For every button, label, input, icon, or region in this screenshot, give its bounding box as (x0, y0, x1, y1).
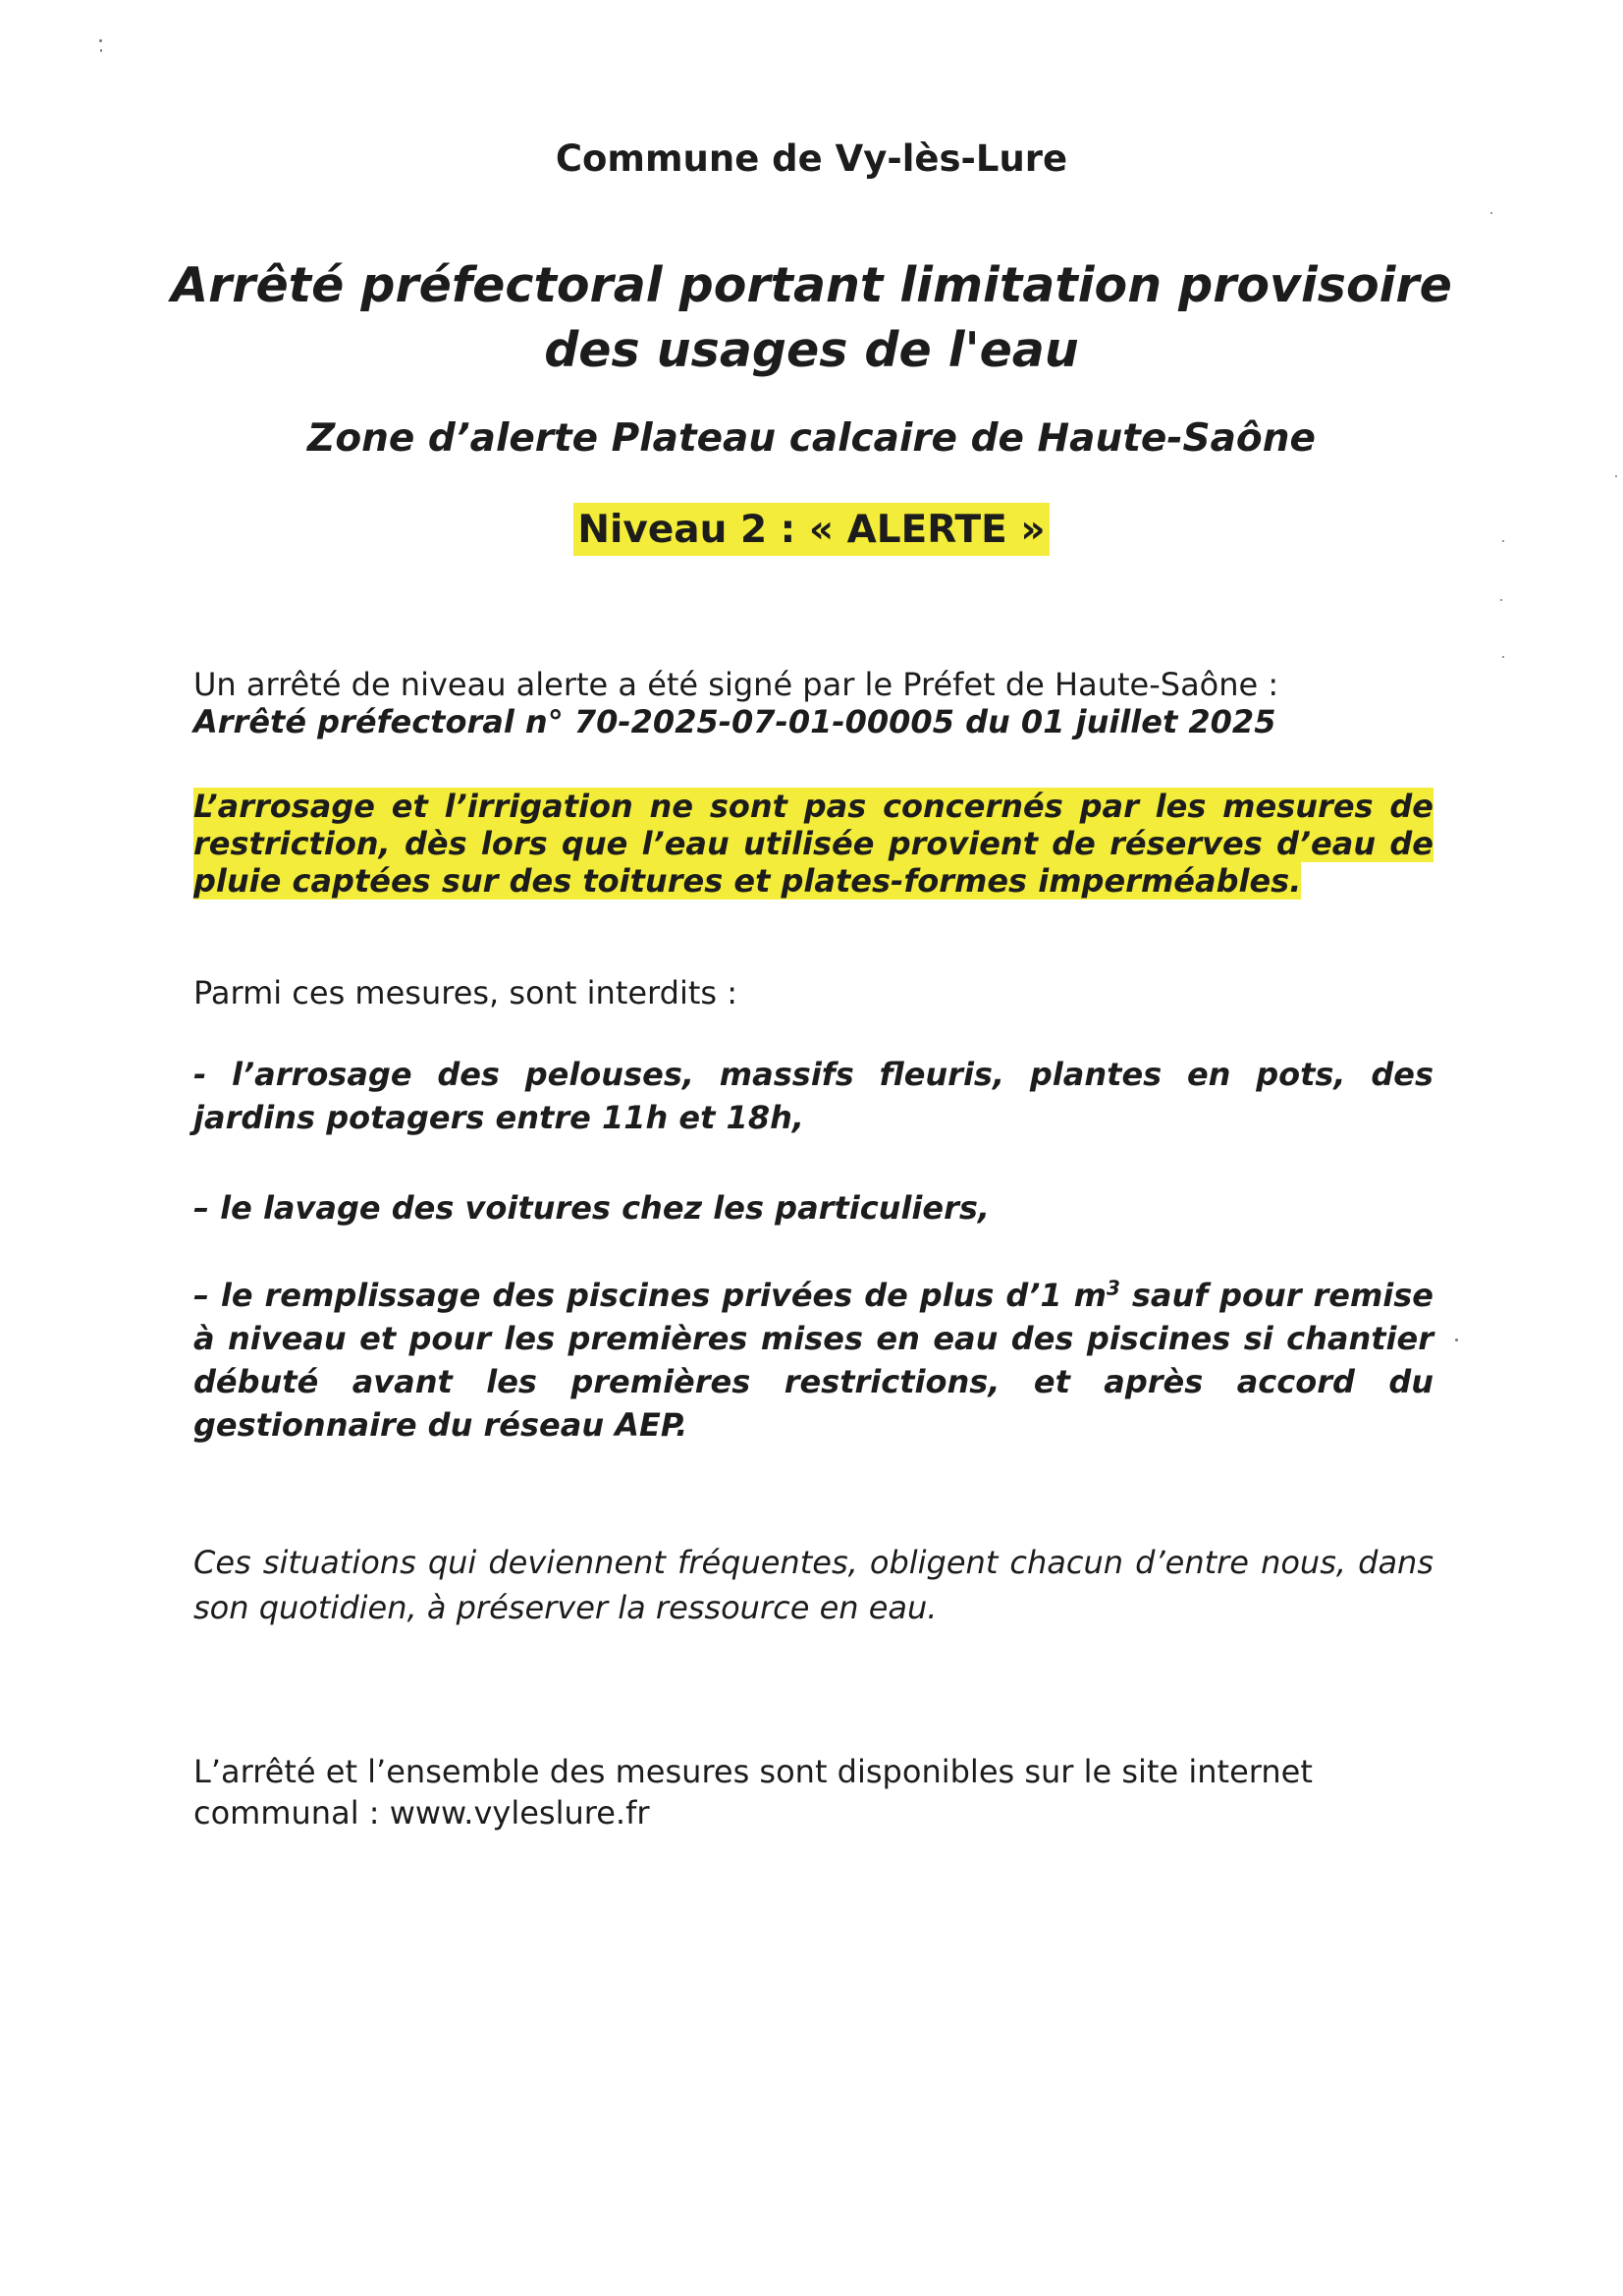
commune-name: Commune de Vy-lès-Lure (555, 137, 1068, 180)
intro-line-1: Un arrêté de niveau alerte a été signé par le Préfet de Haute-Saône : (193, 666, 1279, 703)
title-line-2: des usages de l'eau (544, 322, 1079, 378)
alert-level-container (0, 503, 1623, 556)
measure-item-car-wash: – le lavage des voitures chez les particuliers, (193, 1189, 991, 1227)
intro-paragraph (193, 666, 1434, 740)
measures-intro: Parmi ces mesures, sont interdits : (193, 974, 738, 1011)
measure-item-pools-superscript: 3 (1106, 1276, 1120, 1300)
alert-level-badge: Niveau 2 : « ALERTE » (573, 503, 1049, 556)
scan-speck (1455, 1339, 1458, 1341)
title-line-1: Arrêté préfectoral portant limitation provisoire (171, 257, 1452, 313)
scan-speck (1615, 475, 1617, 477)
footer-paragraph (193, 1751, 1434, 1833)
footer-line-1: L’arrêté et l’ensemble des mesures sont disponibles sur le site internet (193, 1753, 1313, 1790)
scan-speck (1502, 656, 1504, 658)
scan-speck (1490, 212, 1492, 214)
measure-item-pools (193, 1274, 1434, 1447)
exemption-notice (193, 788, 1434, 900)
document-title (147, 253, 1476, 383)
situations-paragraph: Ces situations qui deviennent fréquentes, obligent chacun d’entre nous, dans son quotidien, à préserver la ressource en eau. (193, 1544, 1434, 1626)
measure-item-watering: - l’arrosage des pelouses, massifs fleuris, plantes en pots, des jardins potagers entre 11h et 18h, (193, 1056, 1434, 1136)
scan-speck (100, 49, 102, 52)
scan-speck (1500, 599, 1502, 601)
footer-line-2: communal : www.vyleslure.fr (193, 1794, 650, 1831)
measure-item-pools-text-2: sauf pour remise à niveau et pour les premières mises en eau des piscines si chantier débuté avant les premières restrictions, et après accord du gestionnaire du réseau AEP. (193, 1277, 1434, 1444)
scan-speck (99, 39, 102, 42)
alert-zone-subtitle: Zone d’alerte Plateau calcaire de Haute-Saône (307, 416, 1316, 461)
decree-reference: Arrêté préfectoral n° 70-2025-07-01-00005 du 01 juillet 2025 (193, 703, 1276, 740)
measure-item-pools-text-1: – le remplissage des piscines privées de plus d’1 m (193, 1277, 1107, 1314)
exemption-notice-text: L’arrosage et l’irrigation ne sont pas concernés par les mesures de restriction, dès lors que l’eau utilisée provient de réserves d’eau de pluie captées sur des toitures et plates-formes imperméables. (193, 788, 1434, 900)
